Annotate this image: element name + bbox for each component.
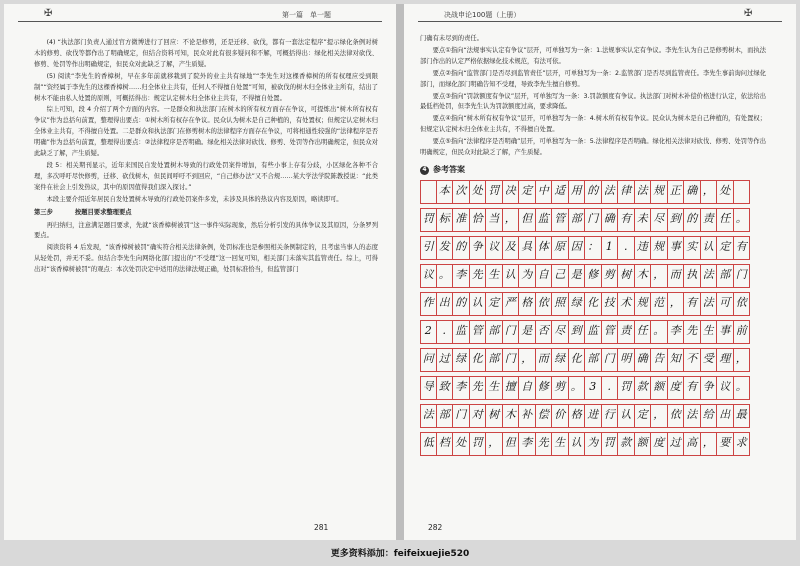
answer-cell: 议 — [420, 265, 437, 287]
answer-cell: 发 — [437, 237, 454, 259]
answer-cell: 引 — [420, 237, 437, 259]
answer-heading-text: 参考答案 — [433, 164, 465, 174]
answer-cell: 准 — [453, 209, 470, 231]
answer-cell: 明 — [618, 349, 635, 371]
answer-cell: 到 — [569, 321, 586, 343]
answer-row — [420, 180, 750, 204]
answer-cell: 未 — [635, 209, 652, 231]
answer-cell: 先 — [536, 433, 553, 455]
answer-cell: 擅 — [503, 377, 520, 399]
answer-cell: 剪 — [602, 265, 619, 287]
answer-cell: 。 — [569, 377, 586, 399]
answer-cell: 己 — [552, 265, 569, 287]
answer-cell: 。 — [651, 321, 668, 343]
header-rule — [418, 21, 782, 22]
answer-cell: 自 — [519, 377, 536, 399]
answer-badge-icon: 4 — [420, 166, 429, 175]
left-header-title: 第一篇 单一题 — [282, 11, 331, 19]
paragraph: 阅读资料 4 后发现，“该香樟树被罚”确实符合相关法律条例，处罚标准也是参照相关条例制定的，且考虑当事人的态度从轻处罚，并无不妥。但结合李先生向网络化部门提出的“不受理”这一回复可知，相关部门未落实其监管责任。综上，可得出对“该香樟树被罚”的观点：本次处罚决定中适用的法律法规正确，处罚标准恰当，但监管部门 — [34, 244, 378, 274]
answer-cell: 1 — [602, 237, 619, 259]
answer-cell: 执 — [684, 265, 701, 287]
answer-cell: 偿 — [536, 405, 553, 427]
answer-cell: 木 — [503, 405, 520, 427]
answer-cell: 法 — [602, 181, 619, 203]
answer-cell: 求 — [734, 433, 751, 455]
answer-cell: 事 — [717, 321, 734, 343]
answer-cell: 具 — [519, 237, 536, 259]
answer-cell: 2 — [420, 321, 437, 343]
answer-cell: 的 — [684, 209, 701, 231]
answer-cell: 格 — [519, 293, 536, 315]
answer-cell: 树 — [486, 405, 503, 427]
paragraph: 要点③指向“罚款额度有争议”层开，可单独写为一条：3.罚款额度有争议。执法部门对树木补偿价格进行认定，依法给出最低档处罚，但李先生认为罚款额度过高，要求降低。 — [420, 92, 766, 111]
answer-cell: 李 — [668, 321, 685, 343]
answer-cell: 照 — [552, 293, 569, 315]
answer-cell: 管 — [470, 321, 487, 343]
answer-cell: 化 — [585, 293, 602, 315]
answer-cell: 法 — [420, 405, 437, 427]
answer-cell: 3 — [585, 377, 602, 399]
answer-cell: 管 — [602, 321, 619, 343]
answer-row — [420, 292, 750, 316]
answer-cell: 次 — [453, 181, 470, 203]
answer-cell: 及 — [503, 237, 520, 259]
book-spine — [396, 4, 404, 540]
answer-row — [420, 432, 750, 456]
answer-cell: 争 — [701, 377, 718, 399]
answer-cell: 度 — [668, 377, 685, 399]
answer-cell: ， — [651, 405, 668, 427]
answer-cell: 给 — [701, 405, 718, 427]
answer-cell: 尽 — [552, 321, 569, 343]
paragraph: 综上可知，段 4 介绍了两个方面的内容。一是群众和执法部门在树木的所有权方面存在争议，可提炼出“树木所有权有争议”作为总括句前置，整理得出要点：①树木所有权存在争议。民众认为树木是自己种植的，有处置权；但规定认定树木归全体业主共有，不得擅自处置。二是群众和执法部门在修剪树木的法律程序方面存在争议，可将相通性较强的“法律程序是否明确”作为总括句前置，整理得出要点：②法律程序是否明确。绿化相关法律对砍伐、修剪、处罚等作出明确规定，但民众对此缺乏了解，产生质疑。 — [34, 106, 378, 158]
answer-cell: 最 — [734, 405, 751, 427]
answer-row — [420, 236, 750, 260]
answer-cell: 恰 — [470, 209, 487, 231]
answer-cell: . — [437, 321, 454, 343]
answer-cell: 为 — [519, 265, 536, 287]
answer-cell: 受 — [701, 349, 718, 371]
answer-cell: 进 — [585, 405, 602, 427]
answer-cell: 高 — [684, 433, 701, 455]
answer-cell: 额 — [651, 377, 668, 399]
answer-cell: 依 — [668, 405, 685, 427]
answer-cell: 到 — [668, 209, 685, 231]
answer-cell: 部 — [486, 349, 503, 371]
answer-cell: 实 — [684, 237, 701, 259]
answer-cell: 门 — [585, 209, 602, 231]
right-page-header — [404, 8, 796, 24]
answer-row — [420, 348, 750, 372]
answer-cell: 出 — [717, 405, 734, 427]
answer-cell: 争 — [470, 237, 487, 259]
answer-cell: 而 — [668, 265, 685, 287]
answer-cell: 部 — [486, 321, 503, 343]
answer-cell: 修 — [536, 377, 553, 399]
answer-cell: 档 — [437, 433, 454, 455]
answer-cell: 行 — [602, 405, 619, 427]
answer-cell: 罚 — [470, 433, 487, 455]
answer-cell: 李 — [453, 377, 470, 399]
answer-cell: 生 — [486, 265, 503, 287]
answer-cell: 要 — [717, 433, 734, 455]
answer-cell: 门 — [734, 265, 751, 287]
answer-cell: 监 — [585, 321, 602, 343]
answer-cell: 认 — [470, 293, 487, 315]
answer-cell: 认 — [618, 405, 635, 427]
answer-cell: 规 — [635, 293, 652, 315]
answer-cell: 罚 — [602, 433, 619, 455]
answer-cell: 范 — [651, 293, 668, 315]
answer-cell: 定 — [486, 293, 503, 315]
answer-cell: 过 — [668, 433, 685, 455]
left-page-header — [4, 8, 396, 24]
answer-cell: 有 — [734, 237, 751, 259]
answer-cell: 罚 — [618, 377, 635, 399]
paragraph: 要点①指向“法规事实认定有争议”层开，可单独写为一条：1.法规事实认定有争议。李先生认为自己是修剪树木，而执法部门作出的认定严格依据绿化技术规范，有法可依。 — [420, 46, 766, 65]
answer-cell: 依 — [536, 293, 553, 315]
answer-cell: . — [602, 377, 619, 399]
answer-cell: 术 — [618, 293, 635, 315]
answer-cell: 体 — [536, 237, 553, 259]
answer-cell: 罚 — [486, 181, 503, 203]
answer-cell: 有 — [684, 293, 701, 315]
answer-cell: 而 — [536, 349, 553, 371]
answer-cell: 罚 — [420, 209, 437, 231]
answer-cell: 有 — [618, 209, 635, 231]
answer-row — [420, 320, 750, 344]
answer-cell: 绿 — [569, 293, 586, 315]
answer-cell: 不 — [684, 349, 701, 371]
answer-cell: 。 — [734, 209, 751, 231]
answer-cell: 对 — [470, 405, 487, 427]
answer-cell: 定 — [519, 181, 536, 203]
answer-cell: 为 — [585, 433, 602, 455]
right-header-title: 决战申论100题（上册） — [444, 11, 521, 19]
answer-cell: 依 — [734, 293, 751, 315]
answer-cell: 是 — [519, 321, 536, 343]
answer-cell: 李 — [519, 433, 536, 455]
answer-cell: ， — [519, 349, 536, 371]
answer-cell: 生 — [701, 321, 718, 343]
answer-cell: 木 — [635, 265, 652, 287]
answer-cell: 致 — [437, 377, 454, 399]
answer-cell: 但 — [519, 209, 536, 231]
answer-cell: 先 — [684, 321, 701, 343]
answer-cell: 任 — [635, 321, 652, 343]
answer-cell: 法 — [684, 405, 701, 427]
answer-cell: 技 — [602, 293, 619, 315]
answer-cell: 门 — [503, 349, 520, 371]
answer-cell: 部 — [585, 349, 602, 371]
answer-cell: 认 — [701, 237, 718, 259]
answer-cell: 生 — [486, 377, 503, 399]
answer-cell: 用 — [569, 181, 586, 203]
paragraph: 要点②指向“监管部门是否尽到监管责任”层开，可单独写为一条：2.监管部门是否尽到监管责任。李先生事前询问过绿化部门，而绿化部门明确告知不受理，导致李先生擅自修剪。 — [420, 69, 766, 88]
answer-cell: 本 — [437, 181, 454, 203]
paragraph: 段 5：相关期刊显示，近年来国民自发处置树木导致的行政处罚案件增加，有些小事上存有分歧，小区绿化各种不合理，多次呼吁尽快修剪，迁移、砍伐树木，但民间呼吁不到回应，“自己修办法”又不合规……某大学法学院陈教授说：“此类案件在社会上引发热议，其中的原因值得我们深入探讨。” — [34, 161, 378, 191]
answer-cell: 当 — [486, 209, 503, 231]
answer-cell: 中 — [536, 181, 553, 203]
right-page-body — [420, 34, 766, 460]
answer-cell: 的 — [453, 293, 470, 315]
answer-cell: 认 — [569, 433, 586, 455]
paragraph: 要点⑤指向“法律程序是否明确”层开，可单独写为一条：5.法律程序是否明确。绿化相关法律对砍伐、修剪、处罚等作出明确规定，但民众对此缺乏了解，产生质疑。 — [420, 138, 766, 157]
answer-cell: ， — [701, 181, 718, 203]
answer-cell: 化 — [470, 349, 487, 371]
right-page — [404, 4, 796, 540]
answer-cell: 出 — [437, 293, 454, 315]
answer-cell: 部 — [437, 405, 454, 427]
answer-cell: 严 — [503, 293, 520, 315]
answer-cell: 尽 — [651, 209, 668, 231]
answer-cell — [734, 181, 751, 203]
answer-cell: 门 — [503, 321, 520, 343]
answer-row — [420, 376, 750, 400]
answer-cell: 定 — [717, 237, 734, 259]
answer-cell: 。 — [437, 265, 454, 287]
answer-heading — [420, 165, 766, 176]
answer-cell: 处 — [717, 181, 734, 203]
answer-cell: 告 — [651, 349, 668, 371]
answer-cell: 知 — [668, 349, 685, 371]
answer-cell: 原 — [552, 237, 569, 259]
answer-cell: 价 — [552, 405, 569, 427]
answer-cell: ： — [585, 237, 602, 259]
answer-cell: 款 — [635, 377, 652, 399]
answer-cell: 的 — [585, 181, 602, 203]
answer-cell: ， — [701, 433, 718, 455]
step-label: 第三步 — [34, 208, 53, 216]
answer-cell: 法 — [635, 181, 652, 203]
header-rule — [18, 21, 382, 22]
answer-cell: 责 — [701, 209, 718, 231]
answer-cell: 确 — [684, 181, 701, 203]
answer-cell: 规 — [651, 237, 668, 259]
answer-cell: 可 — [717, 293, 734, 315]
answer-cell: 是 — [569, 265, 586, 287]
answer-cell: 。 — [734, 377, 751, 399]
answer-cell: 监 — [453, 321, 470, 343]
answer-row — [420, 404, 750, 428]
answer-cell: 但 — [503, 433, 520, 455]
answer-cell: ， — [734, 349, 751, 371]
footer-note: 更多资料添加：feifeixuejie520 — [330, 549, 470, 559]
answer-cell: 作 — [420, 293, 437, 315]
answer-cell: 处 — [453, 433, 470, 455]
answer-cell: 生 — [552, 433, 569, 455]
answer-cell: 李 — [453, 265, 470, 287]
answer-cell — [420, 181, 437, 203]
answer-grid — [420, 180, 750, 456]
answer-cell: 议 — [717, 377, 734, 399]
answer-cell: 问 — [420, 349, 437, 371]
paragraph: 再归纳归，注意满足题目要求，先就“该香樟树被罚”这一事件实际现象，然后分析引发的具体争议及其原因，分条罗列要点。 — [34, 221, 378, 240]
answer-cell: 先 — [470, 265, 487, 287]
left-page — [4, 4, 396, 540]
answer-cell: 律 — [618, 181, 635, 203]
answer-cell: 门 — [602, 349, 619, 371]
paragraph: (5) 阅读“李先生的香樟树，早在多年前就移栽到了院外的业主共有绿地”“李先生对这棵香樟树的所有权理应受到限制”“资经属于李先生的这棵香樟树……归全体业主共有，任何人不得擅自处置”可知，被砍伐的树木归全体业主所有，结出了树木不能由私人处置的原则，可概括得出：规定认定树木归全体业主共有，不得擅自处置。 — [34, 72, 378, 102]
decorative-ornament-icon: ✠ — [744, 8, 753, 19]
answer-cell: 规 — [651, 181, 668, 203]
answer-cell: . — [618, 237, 635, 259]
answer-cell: 自 — [536, 265, 553, 287]
answer-cell: 额 — [635, 433, 652, 455]
answer-cell: 绿 — [453, 349, 470, 371]
answer-cell: 的 — [453, 237, 470, 259]
answer-row — [420, 264, 750, 288]
page-number: 282 — [428, 523, 443, 532]
answer-cell: 款 — [618, 433, 635, 455]
page-number: 281 — [314, 523, 329, 532]
answer-cell: 过 — [437, 349, 454, 371]
answer-cell: 正 — [668, 181, 685, 203]
step-title: 按题目要求整理要点 — [74, 208, 132, 216]
answer-cell: 修 — [585, 265, 602, 287]
answer-cell: 任 — [717, 209, 734, 231]
answer-cell: ， — [668, 293, 685, 315]
answer-cell: 补 — [519, 405, 536, 427]
answer-cell: 确 — [602, 209, 619, 231]
paragraph: 要点④指向“树木所有权有争议”层开，可单独写为一条：4.树木所有权有争议。民众认为树木是自己种植的，有处置权；但规定认定树木归全体业主共有，不得擅自处置。 — [420, 115, 766, 134]
answer-cell: 认 — [503, 265, 520, 287]
paragraph: 本段主要介绍近年居民自发处置树木导致的行政处罚案件多发，未涉及具体的热议内容及原因，略读即可。 — [46, 195, 343, 203]
answer-row — [420, 208, 750, 232]
answer-cell: 决 — [503, 181, 520, 203]
answer-cell: 法 — [701, 265, 718, 287]
answer-cell: 议 — [486, 237, 503, 259]
answer-cell: 导 — [420, 377, 437, 399]
answer-cell: 绿 — [552, 349, 569, 371]
answer-cell: 低 — [420, 433, 437, 455]
answer-cell: 部 — [717, 265, 734, 287]
paragraph: 门确有未尽到的责任。 — [420, 35, 483, 42]
answer-cell: 树 — [618, 265, 635, 287]
answer-cell: 先 — [470, 377, 487, 399]
answer-cell: ， — [503, 209, 520, 231]
decorative-ornament-icon: ✠ — [44, 8, 53, 19]
answer-cell: 理 — [717, 349, 734, 371]
answer-cell: 确 — [635, 349, 652, 371]
answer-cell: 法 — [701, 293, 718, 315]
answer-cell: 监 — [536, 209, 553, 231]
answer-cell: 定 — [635, 405, 652, 427]
answer-cell: 事 — [668, 237, 685, 259]
answer-cell: 度 — [651, 433, 668, 455]
answer-cell: 否 — [536, 321, 553, 343]
answer-cell: 门 — [453, 405, 470, 427]
answer-cell: 适 — [552, 181, 569, 203]
answer-cell: 处 — [470, 181, 487, 203]
answer-cell: 剪 — [552, 377, 569, 399]
answer-cell: ， — [651, 265, 668, 287]
answer-cell: 有 — [684, 377, 701, 399]
answer-cell: 化 — [569, 349, 586, 371]
answer-cell: 违 — [635, 237, 652, 259]
answer-cell: ， — [486, 433, 503, 455]
answer-cell: 因 — [569, 237, 586, 259]
answer-cell: 部 — [569, 209, 586, 231]
left-page-body — [34, 38, 378, 277]
answer-cell: 格 — [569, 405, 586, 427]
answer-cell: 责 — [618, 321, 635, 343]
answer-cell: 标 — [437, 209, 454, 231]
step-heading — [34, 208, 378, 219]
paragraph: (4) “执法部门负责人通过官方微博进行了回应：不论是修剪，还是迁移、砍伐，都有一套法定程序”提示绿化条例对树木的修剪、砍伐等都作出了明确规定，但结合资料可知，民众对此有很多疑问和不解，可概括得出：绿化相关法律对砍伐、修剪、处罚等作出明确规定，但民众对此缺乏了解，产生质疑。 — [34, 39, 378, 68]
answer-cell: 前 — [734, 321, 751, 343]
answer-cell: 管 — [552, 209, 569, 231]
